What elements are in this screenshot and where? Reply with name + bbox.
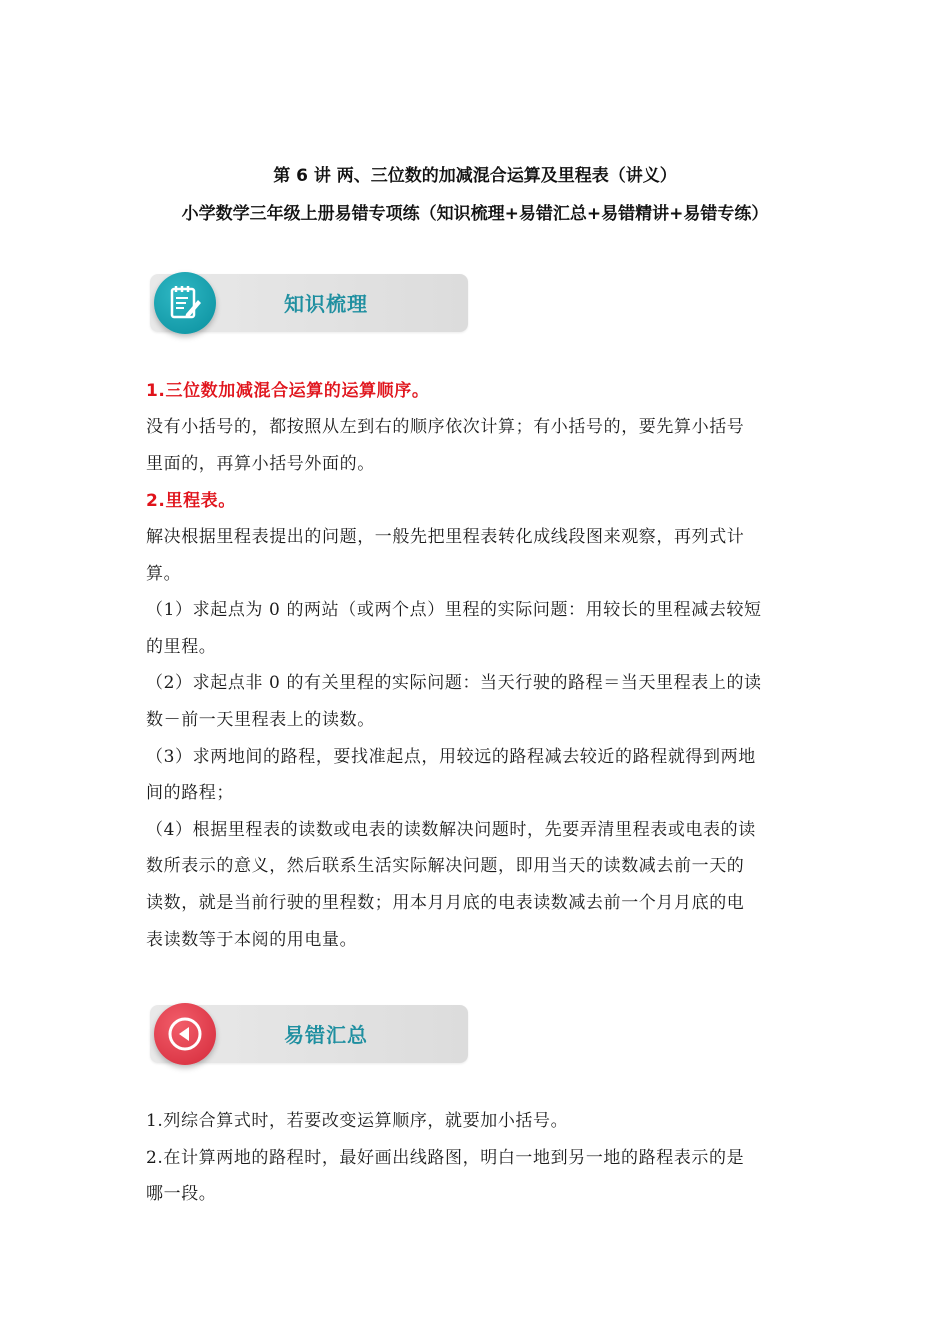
list-item-line: 间的路程； xyxy=(146,783,234,803)
paragraph-line: 里面的，再算小括号外面的。 xyxy=(146,454,375,474)
section-icon-circle xyxy=(154,1003,216,1065)
paragraph-line: 算。 xyxy=(146,564,182,584)
knowledge-heading-1: 1.三位数加减混合运算的运算顺序。 xyxy=(146,381,430,401)
error-item-line: 2.在计算两地的路程时，最好画出线路图，明白一地到另一地的路程表示的是 xyxy=(146,1148,745,1168)
list-item-line: 的里程。 xyxy=(146,637,217,657)
list-item-line: 数所表示的意义，然后联系生活实际解决问题，即用当天的读数减去前一天的 xyxy=(146,856,745,876)
notepad-pen-icon xyxy=(154,272,216,334)
section-banner-errors xyxy=(150,1005,468,1063)
section-title: 易错汇总 xyxy=(284,1023,368,1047)
lecture-subtitle: 小学数学三年级上册易错专项练（知识梳理+易错汇总+易错精讲+易错专练） xyxy=(181,204,769,224)
paragraph-line: 解决根据里程表提出的问题，一般先把里程表转化成线段图来观察，再列式计 xyxy=(146,527,745,547)
list-item-line: （1）求起点为 0 的两站（或两个点）里程的实际问题：用较长的里程减去较短 xyxy=(146,600,762,620)
play-left-icon xyxy=(154,1003,216,1065)
error-item-line: 哪一段。 xyxy=(146,1184,217,1204)
list-item-line: 读数，就是当前行驶的里程数；用本月月底的电表读数减去前一个月月底的电 xyxy=(146,893,745,913)
section-title: 知识梳理 xyxy=(284,292,368,316)
section-banner-knowledge xyxy=(150,274,468,332)
knowledge-heading-2: 2.里程表。 xyxy=(146,491,236,511)
paragraph-line: 没有小括号的，都按照从左到右的顺序依次计算；有小括号的，要先算小括号 xyxy=(146,417,745,437)
list-item-line: （4）根据里程表的读数或电表的读数解决问题时，先要弄清里程表或电表的读 xyxy=(146,820,756,840)
list-item-line: 数－前一天里程表上的读数。 xyxy=(146,710,375,730)
list-item-line: 表读数等于本阅的用电量。 xyxy=(146,930,358,950)
lecture-title: 第 6 讲 两、三位数的加减混合运算及里程表（讲义） xyxy=(273,166,677,186)
section-icon-circle xyxy=(154,272,216,334)
list-item-line: （3）求两地间的路程，要找准起点，用较远的路程减去较近的路程就得到两地 xyxy=(146,747,756,767)
list-item-line: （2）求起点非 0 的有关里程的实际问题：当天行驶的路程＝当天里程表上的读 xyxy=(146,673,762,693)
error-item-line: 1.列综合算式时，若要改变运算顺序，就要加小括号。 xyxy=(146,1111,569,1131)
